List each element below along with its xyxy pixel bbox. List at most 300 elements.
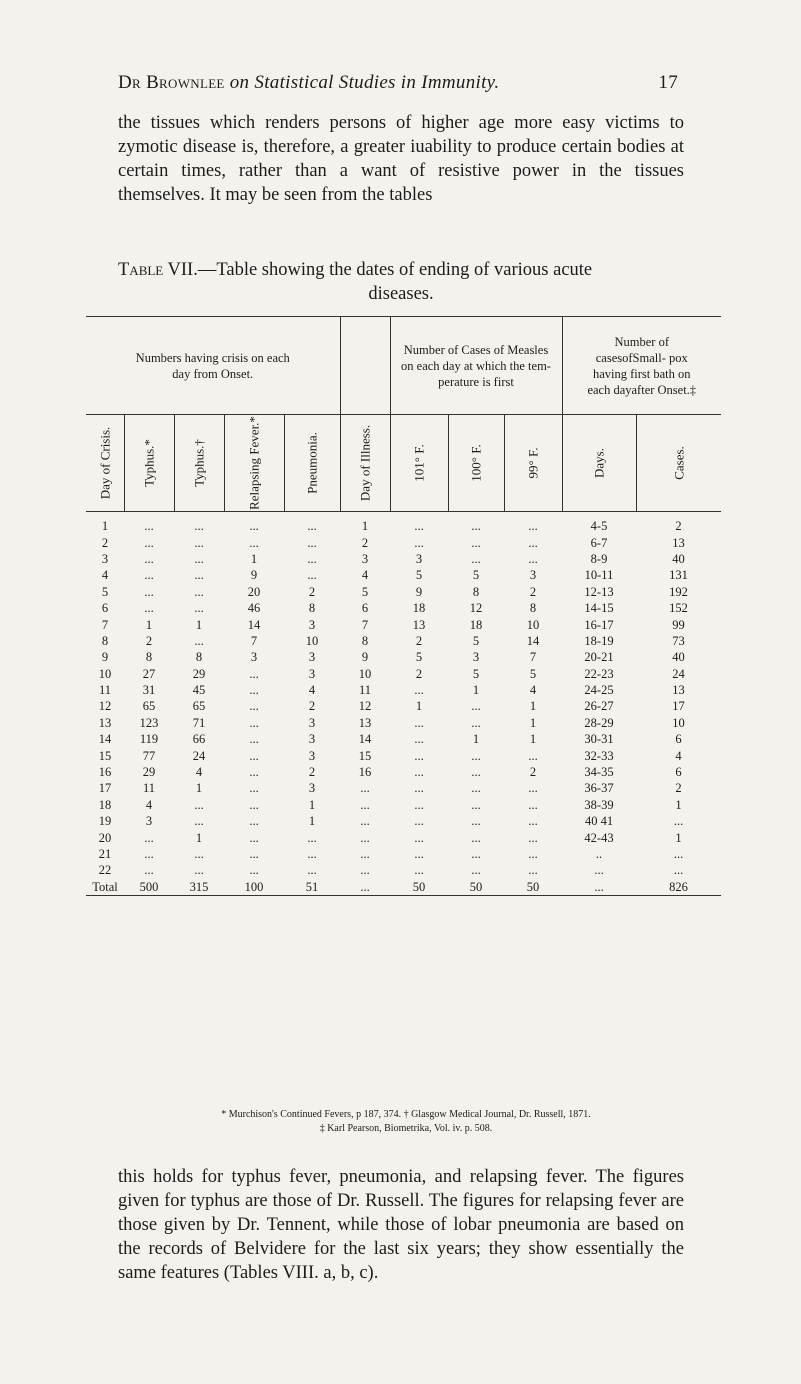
table-row xyxy=(86,731,721,747)
table-row xyxy=(86,567,721,583)
table-cell: 1 xyxy=(529,699,537,714)
table-cell: 5 xyxy=(472,633,480,648)
table-cell: 1 xyxy=(472,732,480,747)
table-cell: 5 xyxy=(415,568,423,583)
table-cell: ... xyxy=(144,601,154,616)
table-cell: 1 xyxy=(308,797,316,812)
table-cell: ... xyxy=(194,814,204,829)
footnote-line-1: * Murchison's Continued Fevers, p 187, 374. † Glasgow Medical Journal, Dr. Russell, 1871. xyxy=(221,1109,591,1120)
table-cell: ... xyxy=(144,568,154,583)
table-cell: 10 xyxy=(672,715,685,730)
table-cell: 123 xyxy=(139,715,159,730)
table-cell: ... xyxy=(249,519,259,534)
table-cell: 2 xyxy=(308,765,316,780)
table-cell: ... xyxy=(471,847,481,861)
total-cell: ... xyxy=(340,879,390,896)
total-cell: 826 xyxy=(636,879,721,896)
table-cell: 3 xyxy=(361,551,369,566)
table-cell: 66 xyxy=(192,732,206,747)
group-header-crisis xyxy=(86,317,340,415)
table-cell: 11 xyxy=(98,683,112,698)
table-cell: 6 xyxy=(675,732,682,747)
table-cell: 36-37 xyxy=(584,781,614,796)
author-prefix: Dr xyxy=(118,72,141,93)
table-cell: 5 xyxy=(472,568,480,583)
table-row xyxy=(86,764,721,780)
table-cell: 20 xyxy=(98,830,112,845)
column-header xyxy=(224,415,284,512)
table-cell: ... xyxy=(249,814,259,829)
table-cell: 7 xyxy=(101,617,109,632)
table-cell: 8-9 xyxy=(590,551,608,566)
table-cell: 31 xyxy=(142,683,156,698)
column-header-label: Relapsing Fever.* xyxy=(246,416,262,510)
table-cell: 1 xyxy=(361,519,369,534)
table-cell: 7 xyxy=(250,633,258,648)
table-cell: 1 xyxy=(529,732,537,747)
table-cell: 10 xyxy=(98,666,112,681)
table-row xyxy=(86,633,721,649)
table-cell: 5 xyxy=(361,584,369,599)
table-cell: 71 xyxy=(192,715,206,730)
table-cell: ... xyxy=(194,519,204,534)
table-cell: ... xyxy=(249,666,259,681)
table-body xyxy=(86,512,721,896)
table-cell: 40 xyxy=(672,551,685,566)
table-cell: 99 xyxy=(672,617,685,632)
column-header-label: 101° F. xyxy=(411,444,427,482)
table-cell: 18-19 xyxy=(584,633,614,648)
table-cell: 3 xyxy=(308,732,316,747)
table-cell: 4 xyxy=(675,748,682,763)
table-cell: 8 xyxy=(195,650,203,665)
table-cell: 4 xyxy=(361,568,369,583)
table-cell: 13 xyxy=(358,715,372,730)
table-cell: 1 xyxy=(250,551,258,566)
table-cell: ... xyxy=(471,519,481,534)
table-cell: 26-27 xyxy=(584,699,614,714)
table-cell: 1 xyxy=(308,814,316,829)
table-cell: 40 xyxy=(672,650,685,665)
table-cell: ... xyxy=(249,715,259,730)
table-cell: 13 xyxy=(672,683,685,698)
table-cell: ... xyxy=(471,797,481,812)
table-cell: ... xyxy=(194,535,204,550)
author-name: Brownlee xyxy=(146,72,225,93)
table-cell: 8 xyxy=(361,633,369,648)
table-cell: 2 xyxy=(675,781,682,796)
table-cell: 65 xyxy=(142,699,156,714)
column-header xyxy=(124,415,174,512)
table-cell: 27 xyxy=(142,666,156,681)
table-cell: 24 xyxy=(192,748,206,763)
table-cell: 1 xyxy=(415,699,423,714)
table-cell: 3 xyxy=(308,650,316,665)
on-word: on xyxy=(229,72,250,93)
group-header-measles-text: Number of Cases of Measles on each day at which the tem- perature is first xyxy=(401,342,551,389)
table-cell: 3 xyxy=(308,781,316,796)
table-cell: 18 xyxy=(412,601,426,616)
column-header xyxy=(636,415,721,512)
paragraph-1: the tissues which renders persons of higher age more easy victims to zymotic disease is, therefore, a greater iuability to produce certain bodies at certain times, rather than a want of resistive power in the tissues themselves. It may be seen from the tables xyxy=(118,113,684,205)
table-cell: ... xyxy=(249,847,259,861)
table-cell: 3 xyxy=(308,666,316,681)
table-cell: ... xyxy=(194,568,204,583)
table-cell: 5 xyxy=(101,584,109,599)
table-cell: 3 xyxy=(250,650,258,665)
table-cell: 17 xyxy=(98,781,112,796)
table-cell: 2 xyxy=(361,535,369,550)
table-cell: ... xyxy=(414,847,424,861)
table-cell: ... xyxy=(414,535,424,550)
column-header-label: Pneumonia. xyxy=(304,432,320,494)
table-cell: ... xyxy=(528,830,538,845)
table-cell: 17 xyxy=(672,699,685,714)
column-header xyxy=(86,415,124,512)
table-cell: 8 xyxy=(472,584,480,599)
table-cell: ... xyxy=(307,519,317,534)
table-cell: 1 xyxy=(101,519,109,534)
table-cell: 2 xyxy=(415,633,423,648)
column-header xyxy=(504,415,562,512)
table-cell: 46 xyxy=(247,601,261,616)
group-header-smallpox-text: Number of casesofSmall- pox having first bath on each dayafter Onset.‡ xyxy=(587,334,697,397)
table-cell: 1 xyxy=(195,617,203,632)
page-number: 17 xyxy=(658,72,678,93)
table-cell: ... xyxy=(673,863,684,878)
table-cell: ... xyxy=(307,568,317,583)
table-cell: ... xyxy=(144,847,154,861)
table-cell: 3 xyxy=(472,650,480,665)
table-cell: 15 xyxy=(358,748,372,763)
table-cell: ... xyxy=(414,715,424,730)
table-cell: 131 xyxy=(669,568,688,583)
table-cell: 2 xyxy=(529,765,537,780)
table-row xyxy=(86,600,721,616)
table-cell: 5 xyxy=(472,666,480,681)
table-cell: 3 xyxy=(308,748,316,763)
table-row xyxy=(86,534,721,550)
table-cell: 34-35 xyxy=(584,765,614,780)
table-cell: 2 xyxy=(308,699,316,714)
table-cell: ... xyxy=(307,863,317,878)
table-cell: ... xyxy=(360,830,370,845)
table-cell: 65 xyxy=(192,699,206,714)
table-row xyxy=(86,682,721,698)
total-cell: 50 xyxy=(504,879,562,896)
table-cell: ... xyxy=(249,830,259,845)
column-header-label: Typhus.* xyxy=(141,439,157,487)
table-cell: ... xyxy=(471,814,481,829)
table-cell: ... xyxy=(673,814,684,829)
table-cell: 45 xyxy=(192,683,206,698)
table-cell: ... xyxy=(414,863,424,878)
table-cell: ... xyxy=(360,797,370,812)
table-cell: 2 xyxy=(529,584,537,599)
table-cell: ... xyxy=(194,863,204,878)
table-cell: ... xyxy=(144,535,154,550)
table-cell: ... xyxy=(194,584,204,599)
table-cell: 4 xyxy=(195,765,203,780)
table-cell: 1 xyxy=(675,797,682,812)
column-header xyxy=(562,415,636,512)
table-row xyxy=(86,698,721,714)
table-cell: 14 xyxy=(358,732,372,747)
table-cell: 5 xyxy=(415,650,423,665)
total-cell: Total xyxy=(86,879,124,896)
table-row xyxy=(86,616,721,632)
table-cell: 3 xyxy=(145,814,153,829)
table-cell: ... xyxy=(249,748,259,763)
table-cell: ... xyxy=(528,551,538,566)
data-table xyxy=(86,316,721,896)
table-cell: 12 xyxy=(358,699,372,714)
table-cell: ... xyxy=(360,847,370,861)
column-header-label: Typhus.† xyxy=(191,439,207,487)
table-row xyxy=(86,846,721,862)
table-cell: 2 xyxy=(101,535,109,550)
table-caption xyxy=(118,258,684,306)
running-head xyxy=(118,72,678,94)
table-cell: 73 xyxy=(672,633,685,648)
table-cell: 10 xyxy=(305,633,319,648)
column-header-label: 99° F. xyxy=(525,447,541,479)
table-cell: ... xyxy=(414,781,424,796)
total-row xyxy=(86,879,721,896)
total-cell: 50 xyxy=(390,879,448,896)
table-cell: 16-17 xyxy=(584,617,614,632)
book-title: Statistical Studies in Immunity. xyxy=(254,72,500,93)
table-cell: 119 xyxy=(139,732,159,747)
table-cell: ... xyxy=(307,551,317,566)
table-cell: 20-21 xyxy=(584,650,614,665)
table-row xyxy=(86,780,721,796)
table-cell: ... xyxy=(528,863,538,878)
column-header xyxy=(174,415,224,512)
table-row xyxy=(86,829,721,845)
table-cell: 14-15 xyxy=(584,601,614,616)
table-cell: ... xyxy=(144,584,154,599)
table-cell: ... xyxy=(528,519,538,534)
table-cell: ... xyxy=(249,699,259,714)
table-cell: 192 xyxy=(669,584,688,599)
table-cell: 42-43 xyxy=(584,830,614,845)
table-cell: 9 xyxy=(361,650,369,665)
table-cell: 2 xyxy=(145,633,153,648)
table-cell: ... xyxy=(673,847,684,861)
column-header-label: Day of Illness. xyxy=(357,424,373,502)
table-cell: 24 xyxy=(672,666,685,681)
table-cell: 10 xyxy=(358,666,372,681)
total-cell: ... xyxy=(562,879,636,896)
table-cell: ... xyxy=(249,732,259,747)
table-cell: 14 xyxy=(526,633,540,648)
table-cell: 2 xyxy=(308,584,316,599)
table-cell: 7 xyxy=(361,617,369,632)
table-cell: ... xyxy=(414,814,424,829)
table-cell: 10-11 xyxy=(584,568,614,583)
table-row xyxy=(86,666,721,682)
table-cell: 8 xyxy=(529,601,537,616)
table-cell: 20 xyxy=(247,584,261,599)
group-header-crisis-text: Numbers having crisis on each day from Onset. xyxy=(135,350,290,381)
table-cell: ... xyxy=(414,732,424,747)
table-cell: 5 xyxy=(529,666,537,681)
table-cell: 9 xyxy=(101,650,109,665)
footnotes xyxy=(86,1108,726,1136)
table-cell: 8 xyxy=(101,633,109,648)
table-cell: 1 xyxy=(145,617,153,632)
table-cell: ... xyxy=(414,683,424,698)
table-cell: ... xyxy=(594,863,604,878)
table-cell: ... xyxy=(414,797,424,812)
table-row xyxy=(86,813,721,829)
table-cell: ... xyxy=(528,748,538,763)
table-cell: 3 xyxy=(308,715,316,730)
column-header-row xyxy=(86,415,721,512)
table-cell: ... xyxy=(471,830,481,845)
column-header-label: Day of Crisis. xyxy=(97,426,113,500)
table-cell: 13 xyxy=(98,715,112,730)
table-label: Table VII. xyxy=(118,260,198,280)
table-row xyxy=(86,518,721,534)
table-cell: 6 xyxy=(101,601,109,616)
footnote-line-2: ‡ Karl Pearson, Biometrika, Vol. iv. p. 508. xyxy=(319,1123,493,1134)
table-cell: 11 xyxy=(142,781,156,796)
table-cell: 1 xyxy=(529,715,537,730)
table-cell: ... xyxy=(194,847,204,861)
table-cell: 22-23 xyxy=(584,666,614,681)
table-cell: 8 xyxy=(145,650,153,665)
table-cell: ... xyxy=(249,765,259,780)
table-cell: ... xyxy=(414,830,424,845)
group-header-smallpox xyxy=(562,317,721,415)
table-cell: ... xyxy=(471,535,481,550)
table-cell: 4 xyxy=(308,683,316,698)
table-cell: ... xyxy=(194,797,204,812)
table-cell: ... xyxy=(360,863,370,878)
table-cell: 8 xyxy=(308,601,316,616)
caption-text-line1: —Table showing the dates of ending of various acute xyxy=(197,260,593,280)
total-cell: 51 xyxy=(284,879,340,896)
table-cell: 21 xyxy=(98,847,112,861)
column-header xyxy=(340,415,390,512)
table-cell: ... xyxy=(249,683,259,698)
total-cell: 500 xyxy=(124,879,174,896)
table-cell: ... xyxy=(194,601,204,616)
table-cell: 6 xyxy=(675,765,682,780)
table-cell: 13 xyxy=(672,535,685,550)
table-cell: 1 xyxy=(195,781,203,796)
table-row xyxy=(86,747,721,763)
table-cell: ... xyxy=(144,863,154,878)
table-cell: ... xyxy=(249,863,259,878)
column-header xyxy=(284,415,340,512)
table-cell: 18 xyxy=(469,617,483,632)
table-cell: ... xyxy=(528,781,538,796)
table-cell: 19 xyxy=(98,814,112,829)
table-cell: 3 xyxy=(415,551,423,566)
table-cell: ... xyxy=(414,519,424,534)
column-header-label: Days. xyxy=(591,448,607,478)
table-cell: .. xyxy=(595,847,603,861)
table-cell: 24-25 xyxy=(584,683,614,698)
table-cell: 3 xyxy=(308,617,316,632)
table-cell: ... xyxy=(471,863,481,878)
table-cell: 28-29 xyxy=(584,715,614,730)
table-cell: ... xyxy=(471,781,481,796)
table-cell: ... xyxy=(414,765,424,780)
table-cell: 15 xyxy=(98,748,112,763)
table-cell: 4 xyxy=(529,683,537,698)
table-cell: ... xyxy=(307,830,317,845)
table-cell: ... xyxy=(360,814,370,829)
table-cell: 4 xyxy=(101,568,109,583)
table-cell: 13 xyxy=(412,617,426,632)
table-cell: ... xyxy=(194,551,204,566)
column-header-label: 100° F. xyxy=(468,444,484,482)
table-cell: 30-31 xyxy=(584,732,614,747)
table-cell: 38-39 xyxy=(584,797,614,812)
table-cell: ... xyxy=(307,847,317,861)
table-cell: 4 xyxy=(145,797,153,812)
table-cell: ... xyxy=(471,551,481,566)
total-cell: 100 xyxy=(224,879,284,896)
table-cell: 32-33 xyxy=(584,748,614,763)
table-cell: 1 xyxy=(472,683,480,698)
table-cell: ... xyxy=(528,535,538,550)
table-cell: 22 xyxy=(98,863,112,878)
table-cell: 11 xyxy=(358,683,372,698)
group-header-measles xyxy=(390,317,562,415)
table-row xyxy=(86,649,721,665)
table-cell: 14 xyxy=(247,617,261,632)
table-cell: 7 xyxy=(529,650,537,665)
table-cell: ... xyxy=(144,519,154,534)
table-cell: ... xyxy=(528,797,538,812)
table-cell: 6-7 xyxy=(590,535,608,550)
column-header-label: Cases. xyxy=(671,446,687,480)
table-cell: ... xyxy=(144,551,154,566)
table-cell: ... xyxy=(249,781,259,796)
table-cell: ... xyxy=(194,633,204,648)
table-cell: ... xyxy=(307,535,317,550)
table-cell: 12-13 xyxy=(584,584,614,599)
table-cell: ... xyxy=(249,797,259,812)
table-cell: ... xyxy=(471,765,481,780)
table-cell: 9 xyxy=(415,584,423,599)
table-cell: ... xyxy=(471,699,481,714)
table-cell: 9 xyxy=(250,568,258,583)
column-header xyxy=(448,415,504,512)
group-header-empty xyxy=(340,317,390,415)
table-cell: ... xyxy=(144,830,154,845)
table-cell: ... xyxy=(249,535,259,550)
table-cell: 29 xyxy=(142,765,156,780)
table-cell: 6 xyxy=(361,601,369,616)
table-cell: 16 xyxy=(358,765,372,780)
table-row xyxy=(86,862,721,878)
table-cell: 77 xyxy=(142,748,156,763)
table-cell: 2 xyxy=(675,519,682,534)
total-cell: 315 xyxy=(174,879,224,896)
table-cell: 152 xyxy=(669,601,688,616)
table-cell: 1 xyxy=(675,830,682,845)
table-cell: 18 xyxy=(98,797,112,812)
table-row xyxy=(86,797,721,813)
table-cell: 12 xyxy=(469,601,483,616)
table-cell: 2 xyxy=(415,666,423,681)
